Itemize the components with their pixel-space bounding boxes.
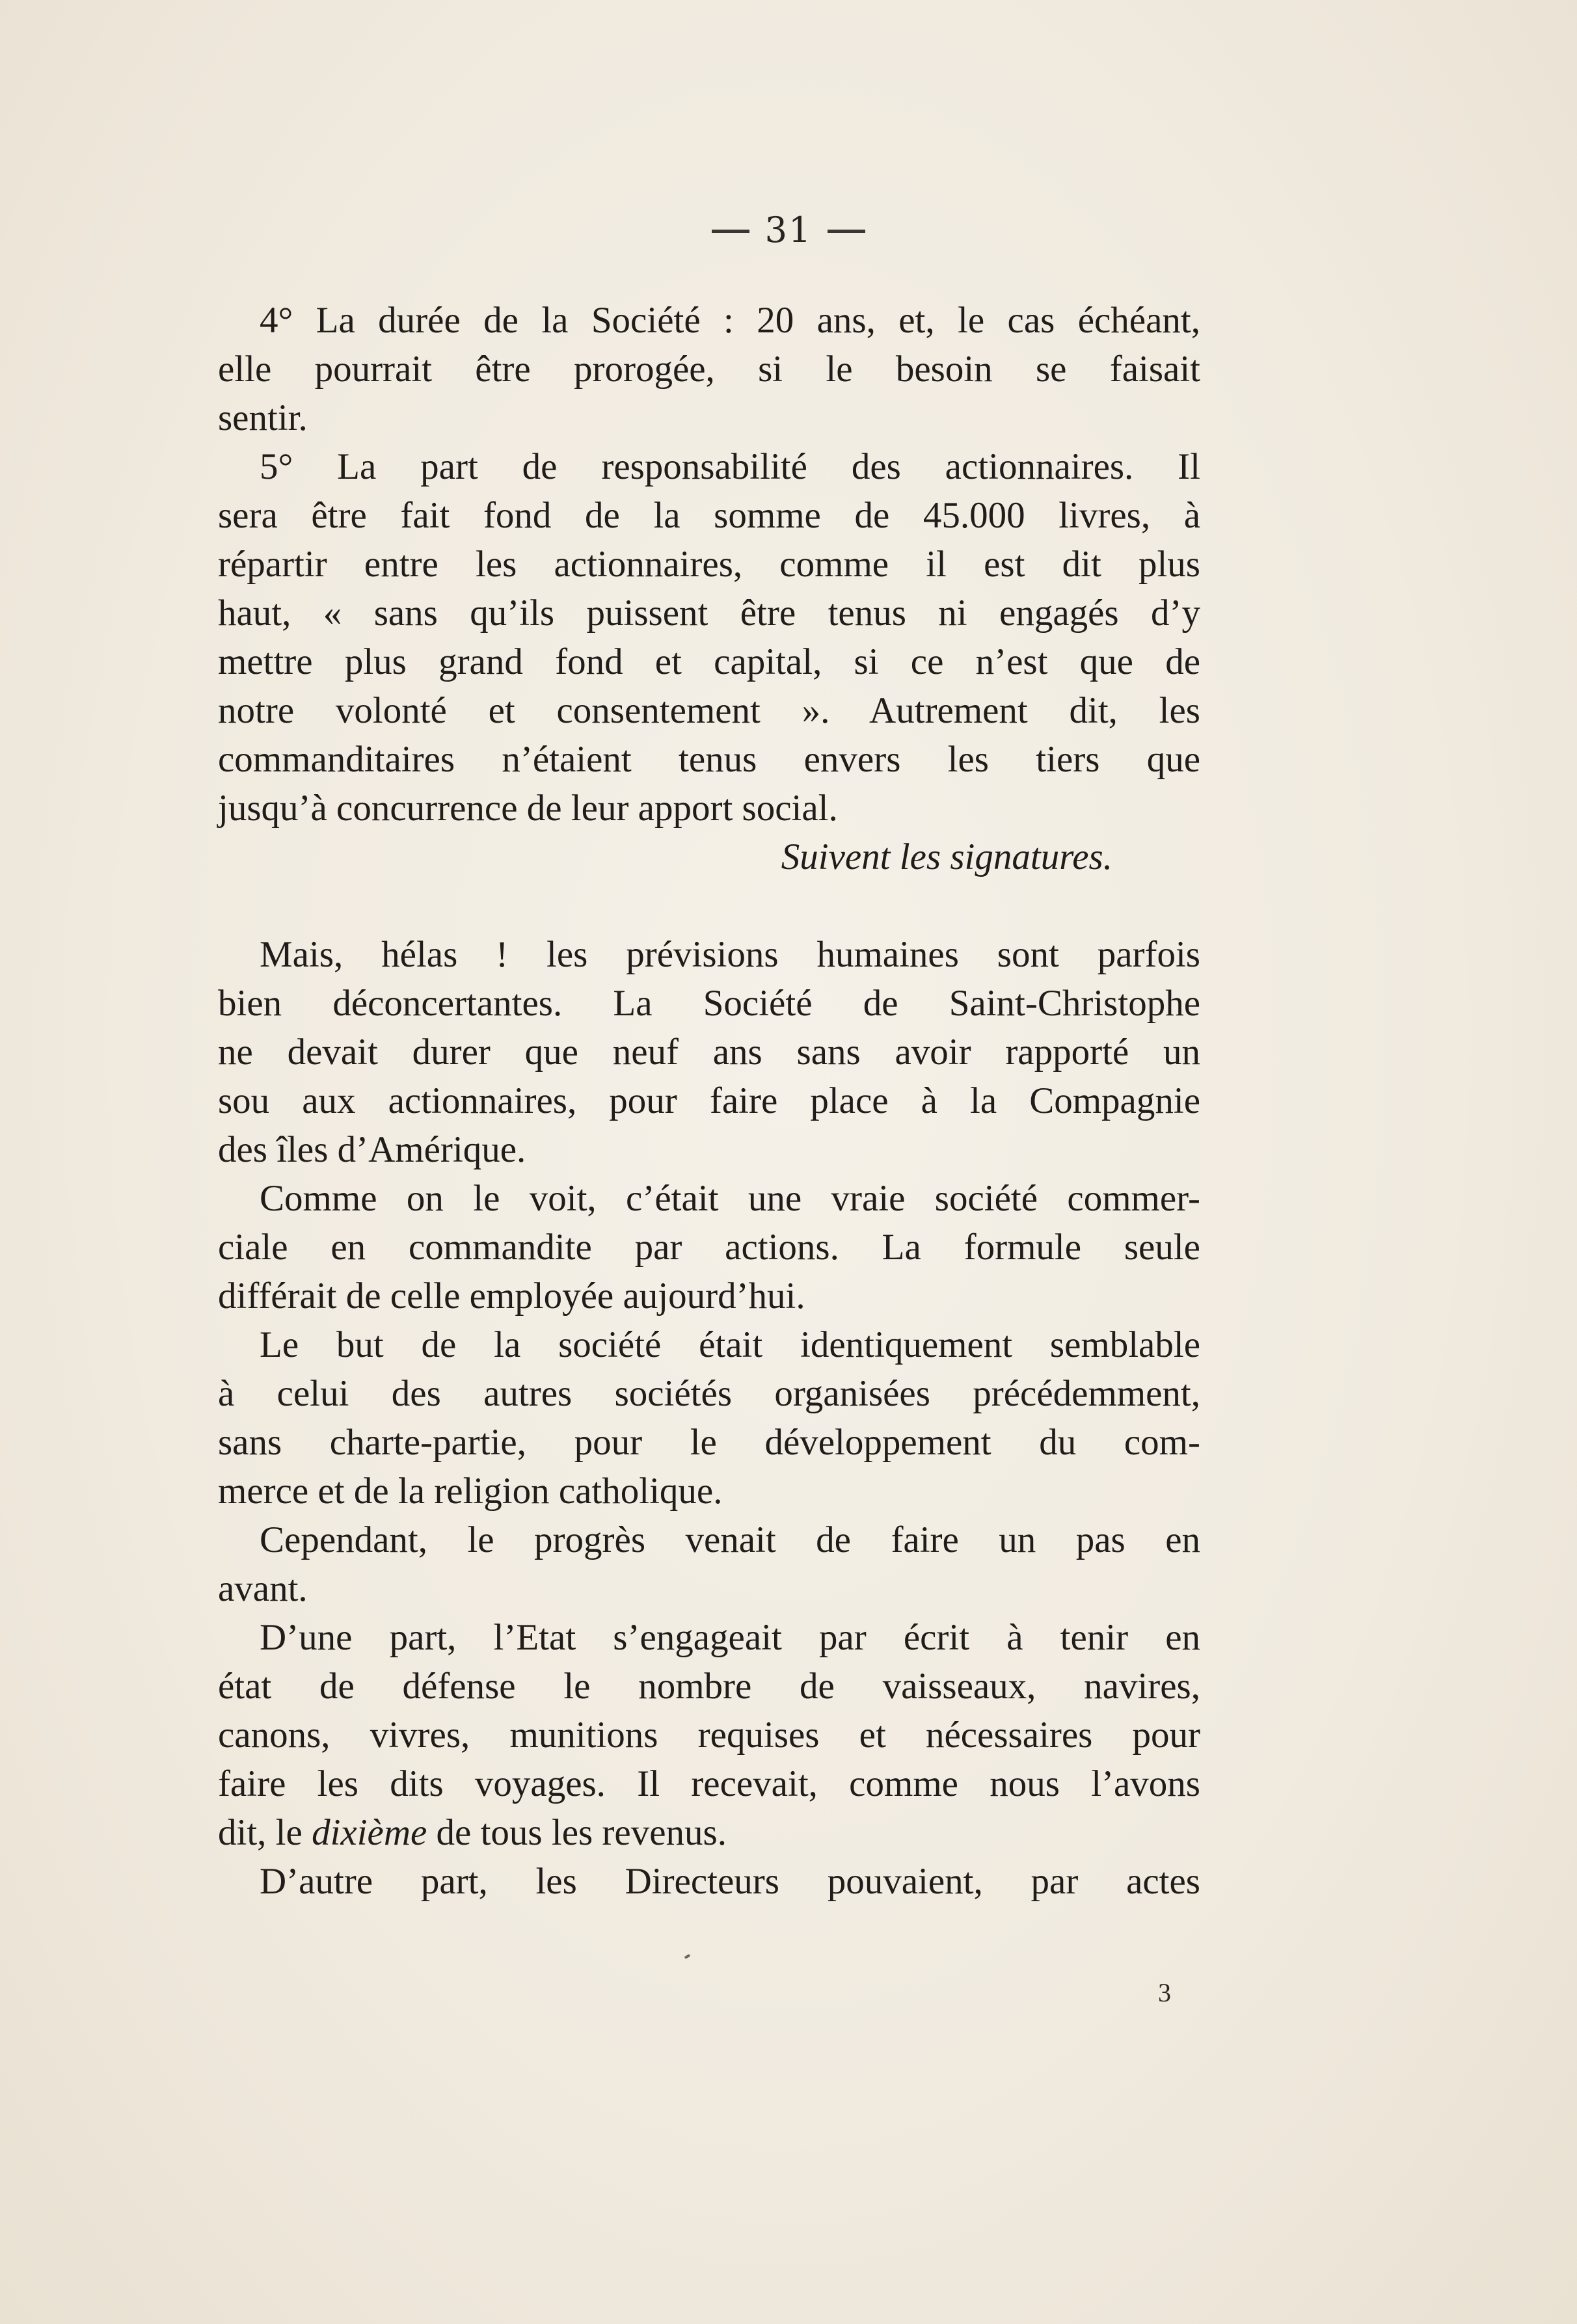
signature-mark: 3 bbox=[1158, 1978, 1171, 2007]
header-dash-right bbox=[828, 230, 865, 233]
page-number: 31 bbox=[764, 209, 813, 250]
text-line: à celui des autres sociétés organisées précédemment, bbox=[218, 1373, 1200, 1414]
text-line: état de défense le nombre de vaisseaux, navires, bbox=[218, 1666, 1200, 1707]
text-line: bien déconcertantes. La Société de Saint-Christophe bbox=[218, 983, 1200, 1024]
text-line: D’une part, l’Etat s’engageait par écrit à tenir en bbox=[260, 1617, 1200, 1658]
text-line: Mais, hélas ! les prévisions humaines sont parfois bbox=[260, 934, 1200, 975]
text-line-with-italic bbox=[218, 1808, 1200, 1857]
text-segment: dit, le bbox=[218, 1812, 312, 1853]
text-line: haut, « sans qu’ils puissent être tenus ni engagés d’y bbox=[218, 593, 1200, 634]
text-line: Cependant, le progrès venait de faire un pas en bbox=[260, 1519, 1200, 1560]
text-line: canons, vivres, munitions requises et nécessaires pour bbox=[218, 1715, 1200, 1756]
text-line: sans charte-partie, pour le développement du com- bbox=[218, 1422, 1200, 1463]
text-line: D’autre part, les Directeurs pouvaient, par actes bbox=[260, 1861, 1200, 1902]
text-line: mettre plus grand fond et capital, si ce n’est que de bbox=[218, 641, 1200, 682]
text-line: sera être fait fond de la somme de 45.000 livres, à bbox=[218, 495, 1200, 536]
text-line: sou aux actionnaires, pour faire place à la Compagnie bbox=[218, 1080, 1200, 1121]
text-line: 5° La part de responsabilité des actionnaires. Il bbox=[260, 446, 1200, 487]
text-segment: de tous les revenus. bbox=[427, 1812, 727, 1853]
text-line: commanditaires n’étaient tenus envers les tiers que bbox=[218, 739, 1200, 780]
text-line: notre volonté et consentement ». Autrement dit, les bbox=[218, 690, 1200, 731]
text-line: différait de celle employée aujourd’hui. bbox=[218, 1276, 805, 1316]
text-line: ne devait durer que neuf ans sans avoir rapporté un bbox=[218, 1032, 1200, 1073]
text-line: elle pourrait être prorogée, si le besoin se faisait bbox=[218, 349, 1200, 390]
paper-speck bbox=[684, 1954, 691, 1959]
text-line: jusqu’à concurrence de leur apport social. bbox=[218, 788, 838, 829]
text-line: faire les dits voyages. Il recevait, comme nous l’avons bbox=[218, 1763, 1200, 1804]
text-line: avant. bbox=[218, 1568, 308, 1609]
page-number-header bbox=[0, 209, 1577, 250]
text-line: 4° La durée de la Société : 20 ans, et, le cas échéant, bbox=[260, 300, 1200, 341]
italic-term: dixième bbox=[312, 1812, 427, 1853]
text-line: sentir. bbox=[218, 397, 308, 438]
text-line: répartir entre les actionnaires, comme il est dit plus bbox=[218, 544, 1200, 585]
text-line: Le but de la société était identiquement semblable bbox=[260, 1324, 1200, 1365]
text-line: Comme on le voit, c’était une vraie société commer- bbox=[260, 1178, 1200, 1219]
text-line: des îles d’Amérique. bbox=[218, 1129, 526, 1170]
header-dash-left bbox=[712, 230, 749, 233]
signatures-note: Suivent les signatures. bbox=[781, 836, 1112, 877]
text-line: ciale en commandite par actions. La formule seule bbox=[218, 1227, 1200, 1268]
text-line: merce et de la religion catholique. bbox=[218, 1471, 723, 1512]
